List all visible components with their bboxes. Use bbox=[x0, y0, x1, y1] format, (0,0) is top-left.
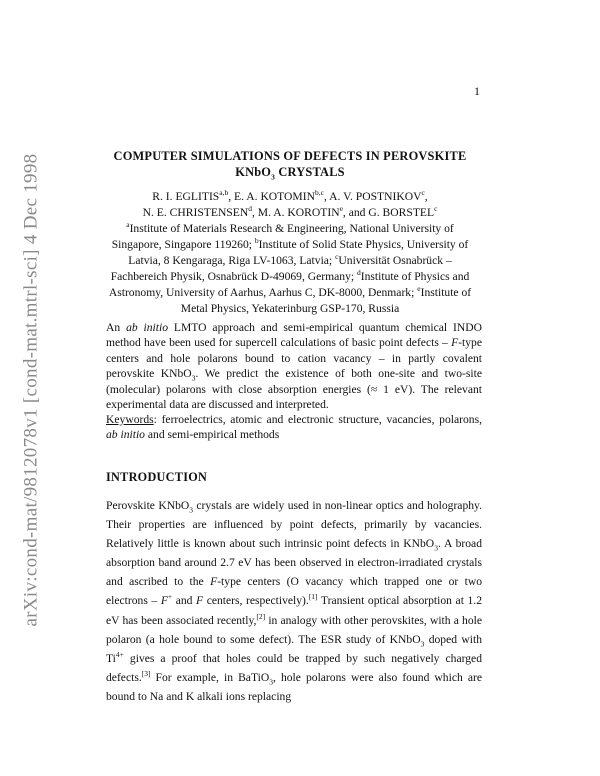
citation-1[interactable]: [1] bbox=[308, 592, 318, 602]
title-line-2: KNbO$_3$ CRYSTALS bbox=[235, 165, 345, 182]
author-line-1: R. I. EGLITIS$^{a,b}$, E. A. KOTOMIN$^{b,c}$, A. V. POSTNIKOV$^c$, bbox=[152, 188, 428, 203]
author-line-2: N. E. CHRISTENSEN$^d$, M. A. KOROTIN$^e$, and G. BORSTEL$^c$ bbox=[142, 204, 438, 219]
author-block bbox=[104, 189, 476, 317]
arxiv-sidebar-stamp bbox=[14, 110, 48, 670]
citation-3[interactable]: [3] bbox=[141, 668, 151, 678]
abstract: An ab initio LMTO approach and semi-empirical quantum chemical INDO method have been used for supercell calculations of basic point defects – F-type centers and hole polarons bound to cation vacancy – in partly covalent perovskite KNbO$_3$. We predict the existence of both one-site and two-site (molecular) polarons with close absorption energies (≈ 1 eV). The relevant experimental data are discussed and interpreted. bbox=[106, 321, 483, 412]
keywords-label: Keywords bbox=[106, 413, 154, 426]
title-line-1: COMPUTER SIMULATIONS OF DEFECTS IN PEROVSKITE bbox=[113, 149, 467, 163]
arxiv-id: arXiv:cond-mat/9812078v1 [cond-mat.mtrl-sci] 4 Dec 1998 bbox=[20, 153, 42, 627]
introduction-paragraph: Perovskite KNbO$_3$ crystals are widely used in non-linear optics and holography. Their properties are influenced by point defects, primarily by vacancies. Relatively little is known about such intrinsic point defects in KNbO$_3$. A broad absorption band around 2.7 eV has been observed in electron-irradiated crystals and ascribed to the F-type centers (O vacancy which trapped one or two electrons – F+ and F centers, respectively).[1] Transient optical absorption at 1.2 eV has been associated recently,[2] in analogy with other perovskites, with a hole polaron (a hole bound to some defect). The ESR study of KNbO$_3$ doped with $Ti^{4+}$ gives a proof that holes could be trapped by such negatively charged defects.[3] For example, in BaTiO$_3$, hole polarons were also found which are bound to Na and K alkali ions replacing bbox=[106, 499, 483, 703]
citation-2[interactable]: [2] bbox=[256, 611, 266, 621]
paper-title bbox=[90, 148, 490, 180]
page-number: 1 bbox=[474, 84, 480, 98]
keywords: Keywords: ferroelectrics, atomic and electronic structure, vacancies, polarons, ab initio and semi-empirical methods bbox=[106, 413, 482, 442]
affiliations: $^a$Institute of Materials Research & Engineering, National University of Singapore, Singapore 119260; $^b$Institute of Solid State Physics, University of Latvia, 8 Kengaraga, Riga LV-1063, Latvia; $^c$Universität Osnabrück – Fachbereich Physik, Osnabrück D-49069, Germany; $^d$Institute of Physics and Astronomy, University of Aarhus, Aarhus C, DK-8000, Denmark; $^e$Institute of Metal Physics, Yekaterinburg GSP-170, Russia bbox=[108, 220, 472, 315]
section-heading-introduction: INTRODUCTION bbox=[106, 470, 208, 484]
